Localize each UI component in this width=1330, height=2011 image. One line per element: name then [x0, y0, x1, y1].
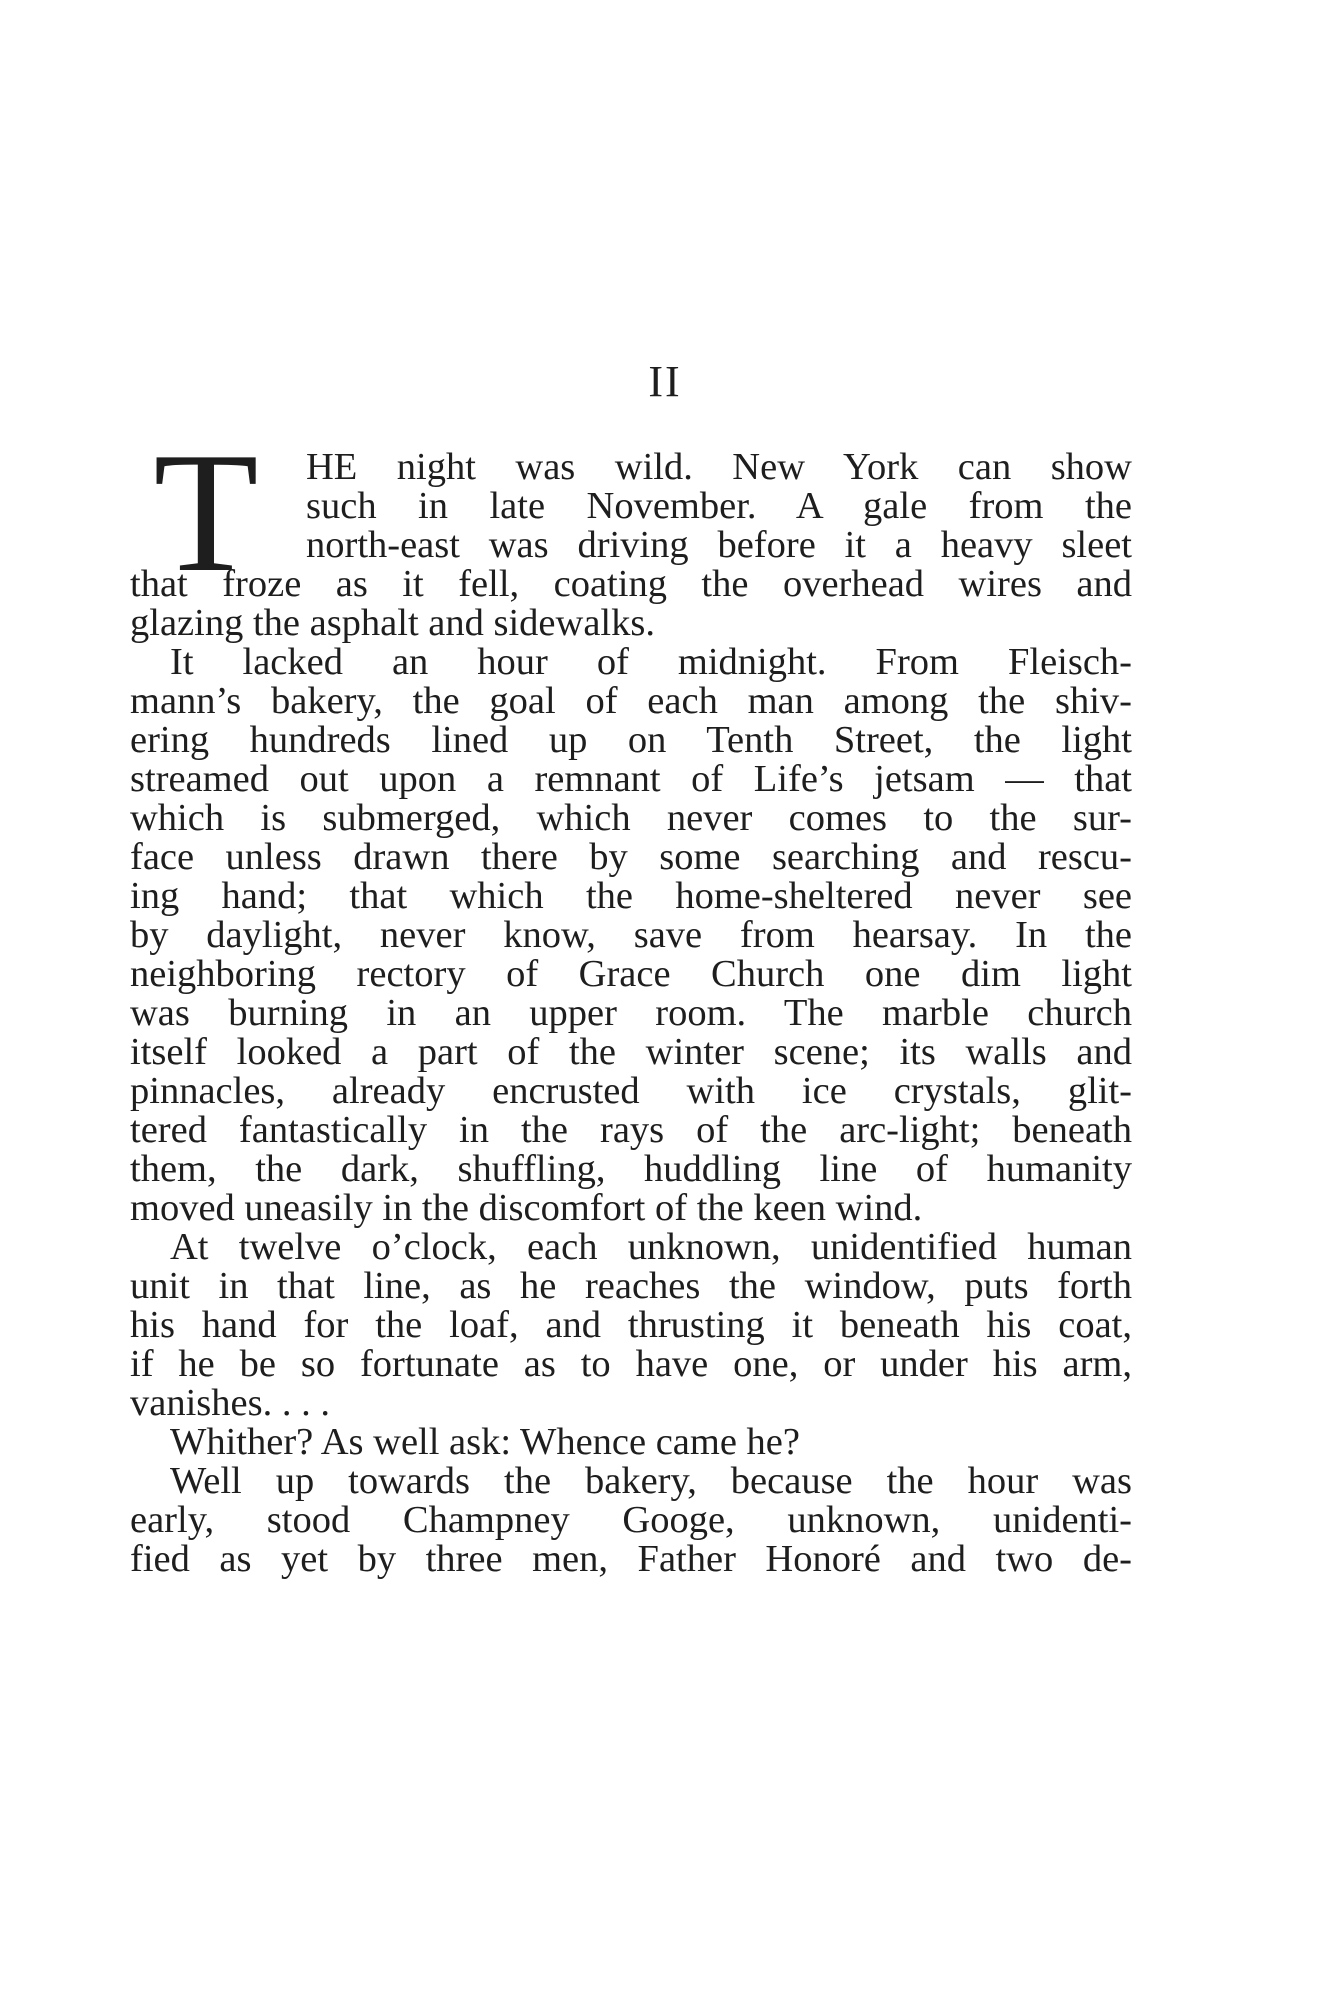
text-line: streamed out upon a remnant of Life’s jetsam — that: [130, 758, 1132, 800]
text-line: ing hand; that which the home-sheltered never see: [130, 875, 1132, 917]
text-line: neighboring rectory of Grace Church one dim light: [130, 953, 1132, 995]
text-line: Well up towards the bakery, because the hour was: [170, 1460, 1132, 1502]
text-line: if he be so fortunate as to have one, or under his arm,: [130, 1343, 1132, 1385]
text-line: face unless drawn there by some searching and rescu-: [130, 836, 1132, 878]
text-line: that froze as it fell, coating the overhead wires and: [130, 563, 1132, 605]
text-line: glazing the asphalt and sidewalks.: [130, 602, 655, 644]
text-line: such in late November. A gale from the: [306, 485, 1132, 527]
text-line: which is submerged, which never comes to the sur-: [130, 797, 1132, 839]
text-line: It lacked an hour of midnight. From Fleisch-: [170, 641, 1132, 683]
text-line: fied as yet by three men, Father Honoré and two de-: [130, 1538, 1132, 1580]
text-line: his hand for the loaf, and thrusting it beneath his coat,: [130, 1304, 1132, 1346]
text-line: At twelve o’clock, each unknown, unidentified human: [170, 1226, 1132, 1268]
text-line: HE night was wild. New York can show: [306, 446, 1132, 488]
text-line: itself looked a part of the winter scene; its walls and: [130, 1031, 1132, 1073]
text-line: vanishes. . . .: [130, 1382, 330, 1424]
text-line: mann’s bakery, the goal of each man among the shiv-: [130, 680, 1132, 722]
text-line: pinnacles, already encrusted with ice crystals, glit-: [130, 1070, 1132, 1112]
text-line: unit in that line, as he reaches the window, puts forth: [130, 1265, 1132, 1307]
text-line: by daylight, never know, save from hearsay. In the: [130, 914, 1132, 956]
text-line: north-east was driving before it a heavy sleet: [306, 524, 1132, 566]
text-line: was burning in an upper room. The marble church: [130, 992, 1132, 1034]
text-line: moved uneasily in the discomfort of the keen wind.: [130, 1187, 923, 1229]
text-line: them, the dark, shuffling, huddling line of humanity: [130, 1148, 1132, 1190]
text-line: ering hundreds lined up on Tenth Street, the light: [130, 719, 1132, 761]
text-line: tered fantastically in the rays of the arc-light; beneath: [130, 1109, 1132, 1151]
chapter-heading: II: [648, 357, 682, 406]
text-line: early, stood Champney Googe, unknown, unidenti-: [130, 1499, 1132, 1541]
text-line: Whither? As well ask: Whence came he?: [170, 1421, 800, 1463]
drop-cap: T: [153, 418, 259, 608]
